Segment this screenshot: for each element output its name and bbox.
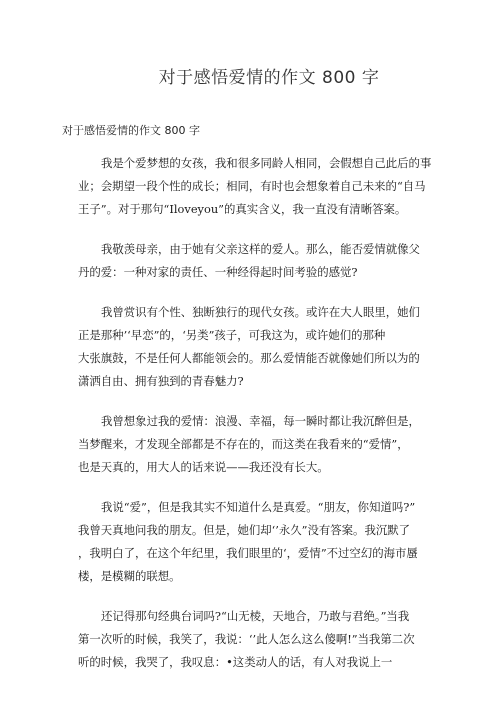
paragraph-line: 我说“爱”，但是我其实不知道什么是真爱。“朋友，你知道吗?”: [101, 500, 416, 514]
paragraph-line: 楼，是模糊的联想。: [78, 569, 181, 583]
paragraph-line: ，我明白了，在这个年纪里，我们眼里的‘，爱情”不过空幻的海市蜃: [78, 546, 418, 560]
paragraph-line: 也是天真的，用大人的话来说——我还没有长大。: [78, 460, 329, 474]
essay-paragraph: [78, 152, 432, 221]
essay-paragraph: [78, 496, 426, 588]
paragraph-line: 我是个爱梦想的女孩，我和很多同龄人相同，会假想自己此后的事: [101, 156, 432, 170]
document-subtitle: 对于感悟爱情的作文 800 字: [62, 124, 200, 137]
paragraph-line: 潇洒自由、拥有独到的青春魅力?: [78, 374, 244, 388]
paragraph-line: 正是那种’‘早恋”的，‘另类”孩子，可我这为，或许她们的那种: [78, 328, 386, 342]
paragraph-line: 还记得那句经典台词吗?“山无棱，天地合，乃敢与君绝。”当我: [101, 609, 410, 623]
essay-paragraph: [78, 238, 426, 284]
paragraph-line: 第一次听的时候，我笑了，我说：‘’此人怎么这么傻啊!”当我第二次: [78, 632, 415, 646]
paragraph-line: 业；会期望一段个性的成长；相同，有时也会想象着自己未来的“自马: [78, 179, 426, 193]
paragraph-line: 我曾天真地问我的朋友。但是，她们却‘’永久”没有答案。我沉默了: [78, 523, 411, 537]
paragraph-line: 听的时候，我哭了，我叹息：•这类动人的话，有人对我说上一: [78, 655, 393, 669]
paragraph-line: 大张旗鼓，不是任何人都能领会的。那么爱情能否就像她们所以为的: [78, 351, 420, 365]
paragraph-line: 我曾想象过我的爱情：浪漫、幸福，每一瞬时都让我沉醉但是，: [101, 414, 420, 428]
essay-paragraph: [78, 410, 426, 479]
essay-body: [78, 152, 432, 691]
paragraph-line: 当梦醒来，才发现全部都是不存在的，而这类在我看来的“爱情”，: [78, 437, 409, 451]
essay-paragraph: [78, 301, 426, 393]
essay-paragraph: [78, 605, 426, 674]
paragraph-line: 王子”。对于那句“Iloveyou”的真实含义，我一直没有清晰答案。: [78, 202, 407, 216]
paragraph-line: 丹的爱：一种对家的责任、一种经得起时间考验的感觉?: [78, 265, 358, 279]
paragraph-line: 我曾赏识有个性、独断独行的现代女孩。或许在大人眼里，她们: [101, 305, 420, 319]
paragraph-line: 我敬羡母亲，由于她有父亲这样的爱人。那么，能否爱情就像父: [101, 242, 420, 256]
page-title: 对于感悟爱情的作文 800 字: [158, 68, 380, 88]
